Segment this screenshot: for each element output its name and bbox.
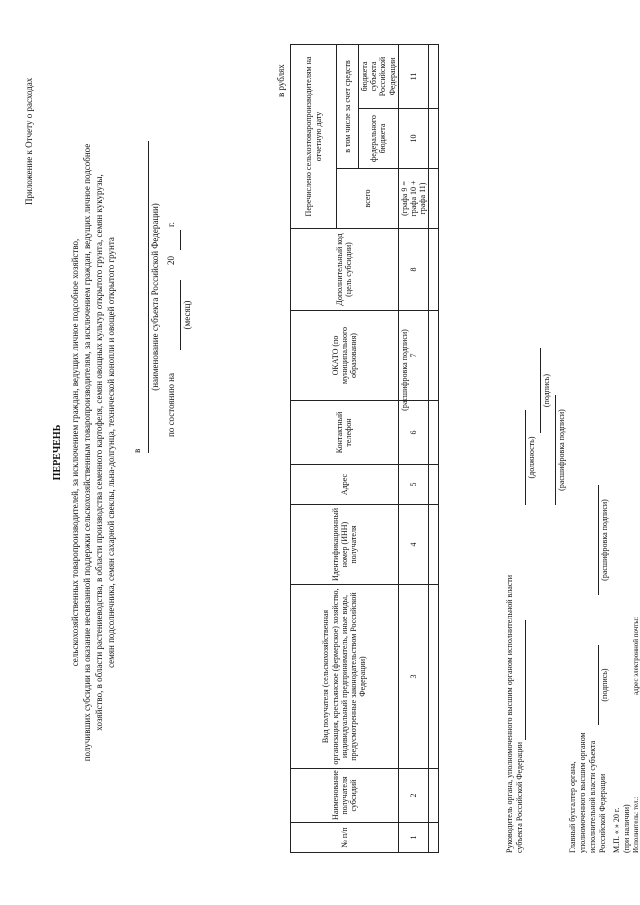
accountant-decode-line xyxy=(598,485,599,595)
year-line xyxy=(180,230,181,250)
mp-date-line: М.П. « » 20 г. xyxy=(612,807,621,853)
accountant-signature-caption: (подпись) xyxy=(600,668,609,702)
head-position-caption: (должность) xyxy=(527,436,536,479)
col-header-regional: бюджета субъекта Российской Федерации xyxy=(359,45,399,109)
table-cell xyxy=(429,505,439,585)
executor-line: Исполнитель: тел.: xyxy=(632,796,640,853)
table-cell xyxy=(429,229,439,311)
subtitle-line-2: получивших субсидии на оказание несвязанной поддержки сельскохозяйственным товаропроизводителям, за исключением граждан, ведущих личное подсобное xyxy=(82,143,92,762)
subject-caption: (наименование субъекта Российской Федерации) xyxy=(150,203,160,391)
subtitle-line-4: семян подсолнечника, семян сахарной свеклы, льна-долгунца, технической конопли и овощей открытого грунта xyxy=(106,237,116,668)
col-header-type: Вид получателя (сельскохозяйственная организация, крестьянское (фермерское) хозяйство, индивидуальный предприниматель, иные виды, предусмотренные законодательством Российской Федерации) xyxy=(291,585,399,769)
month-line xyxy=(180,280,181,350)
subject-line xyxy=(148,141,149,453)
month-caption: (месяц) xyxy=(182,300,192,330)
table-cell xyxy=(429,401,439,465)
email-line: адрес электронной почты: xyxy=(632,616,640,695)
col-header-incl: в том числе за счет средств xyxy=(337,45,359,169)
as-of-text: по состоянию на xyxy=(166,373,176,437)
head-position-line xyxy=(525,410,526,505)
as-of-g: г. xyxy=(166,222,176,227)
as-of-year: 20 xyxy=(166,256,176,265)
col-number: 11 xyxy=(398,45,429,109)
head-label-line-2: субъекта Российской Федерации xyxy=(515,741,524,853)
col-header-okato: ОКАТО (по муниципального образования) xyxy=(291,311,399,401)
recipients-table xyxy=(290,44,439,853)
accountant-signature-line xyxy=(598,645,599,725)
col-number: 4 xyxy=(398,505,429,585)
appendix-label: Приложение к Отчету о расходах xyxy=(24,77,34,205)
col-number: 2 xyxy=(398,769,429,823)
table-cell xyxy=(429,169,439,229)
col-number: (графа 9 = графа 10 + графа 11) xyxy=(398,169,429,229)
col-number: 8 xyxy=(398,229,429,311)
head-decode-caption: (расшифровка подписи) xyxy=(400,329,409,411)
table-cell xyxy=(429,311,439,401)
table-cell xyxy=(429,585,439,769)
col-number: 5 xyxy=(398,465,429,505)
col-number: 6 xyxy=(398,401,429,465)
col-header-name: Наименование получателя субсидий xyxy=(291,769,399,823)
table-row xyxy=(429,45,439,853)
table-cell xyxy=(429,109,439,169)
head-signature-caption: (подпись) xyxy=(542,373,551,408)
table-cell xyxy=(429,823,439,853)
unit-label: в рублях xyxy=(276,64,286,97)
head-decode-line xyxy=(398,315,399,425)
col-number: 1 xyxy=(398,823,429,853)
col-header-phone: Контактный телефон xyxy=(291,401,399,465)
head-signature-line xyxy=(540,348,541,433)
col-header-transferred: Перечислено сельхозтоваропроизводителям на отчетную дату xyxy=(291,45,337,229)
col-header-federal: федерального бюджета xyxy=(359,109,399,169)
accountant-line-2: уполномоченного высшим органом xyxy=(578,732,587,853)
col-header-address: Адрес xyxy=(291,465,399,505)
head-blank-line xyxy=(525,620,526,740)
table-cell xyxy=(429,769,439,823)
col-header-extra-code: Дополнительный код (цель субсидии) xyxy=(291,229,399,311)
head-decode-line-2 xyxy=(555,395,556,505)
col-number: 3 xyxy=(398,585,429,769)
accountant-line-3: исполнительной власти субъекта xyxy=(588,740,597,853)
subtitle-line-3: хозяйство, в области растениеводства, в области производства семенного картофеля, семян овощных культур открытого грунта, семян кукурузы, xyxy=(94,174,104,731)
in-word: в xyxy=(132,448,142,453)
accountant-line-4: Российской Федерации xyxy=(598,773,607,853)
head-label-line-1: Руководитель органа, уполномоченного высшим органом исполнительной власти xyxy=(505,574,514,853)
table-cell xyxy=(429,465,439,505)
table-cell xyxy=(429,45,439,109)
col-header-num: № п/п xyxy=(291,823,399,853)
col-number: 10 xyxy=(398,109,429,169)
document-title: ПЕРЕЧЕНЬ xyxy=(52,424,63,481)
head-decode-caption-2: (расшифровка подписи) xyxy=(557,409,566,491)
col-number: 7 xyxy=(398,311,429,401)
accountant-decode-caption: (расшифровка подписи) xyxy=(600,499,609,581)
subtitle-line-1: сельскохозяйственных товаропроизводителей, за исключением граждан, ведущих личное подсобное хозяйство, xyxy=(70,238,80,667)
mp-note: (при наличии) xyxy=(622,804,631,853)
col-header-total: всего xyxy=(337,169,399,229)
accountant-line-1: Главный бухгалтер органа, xyxy=(568,761,577,853)
col-header-inn: Идентификационный номер (ИНН) получателя xyxy=(291,505,399,585)
